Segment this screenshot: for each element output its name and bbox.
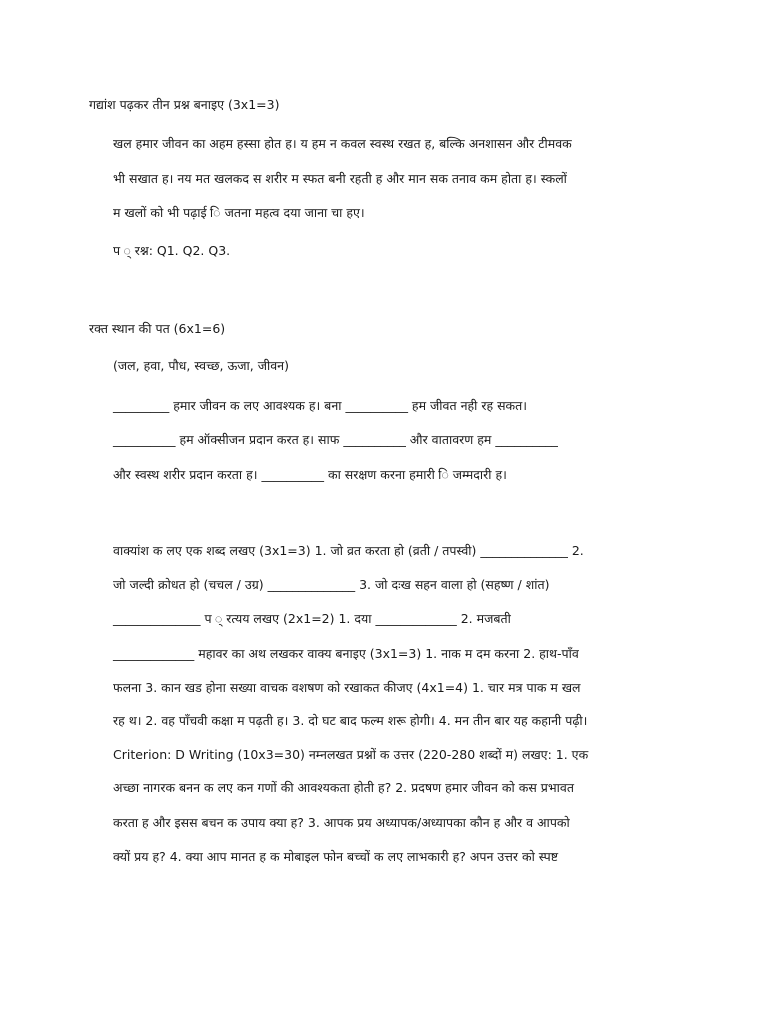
section2-line: __________ हम ऑक्सीजन प्रदान करत ह। साफ __________ और वातावरण हम __________ [113,432,558,447]
section3-line: वाक्यांश क लए एक शब्द लखए (3x1=3) 1. जो व्रत करता हो (व्रती / तपस्वी) ______________ 2. [113,543,584,558]
section2-options: (जल, हवा, पौध, स्वच्छ, ऊजा, जीवन) [113,358,289,373]
section2-line: और स्वस्थ शरीर प्रदान करता ह। __________ का सरक्षण करना हमारी ि जम्मदारी ह। [113,467,507,482]
section3-line: करता ह और इसस बचन क उपाय क्या ह? 3. आपक प्रय अध्यापक/अध्यापका कौन ह और व आपको [113,815,570,830]
section1-passage-line: म खलों को भी पढ़ाई ि जतना महत्व दया जाना चा हए। [113,205,365,220]
section3-line: फलना 3. कान खड होना सख्या वाचक वशषण को रखाकत कीजए (4x1=4) 1. चार मत्र पाक म खल [113,680,581,695]
section3-line: Criterion: D Writing (10x3=30) नम्नलखत प्रश्नों क उत्तर (220-280 शब्दों म) लखए: 1. एक [113,747,589,762]
section3-line: ______________ प ् रत्यय लखए (2x1=2) 1. दया _____________ 2. मजबती [113,611,511,626]
section3-line: _____________ महावर का अथ लखकर वाक्य बनाइए (3x1=3) 1. नाक म दम करना 2. हाथ-पाँव [113,646,579,661]
section1-heading: गद्यांश पढ़कर तीन प्रश्न बनाइए (3x1=3) [89,97,280,112]
section3-line: अच्छा नागरक बनन क लए कन गणों की आवश्यकता होती ह? 2. प्रदषण हमार जीवन को कस प्रभावत [113,780,574,795]
section1-passage-line: भी सखात ह। नय मत खलकद स शरीर म स्फत बनी रहती ह और मान सक तनाव कम होता ह। स्कलों [113,171,567,186]
section3-line: क्यों प्रय ह? 4. क्या आप मानत ह क मोबाइल फोन बच्चों क लए लाभकारी ह? अपन उत्तर को स्पष्ट [113,849,559,864]
section1-passage-line: खल हमार जीवन का अहम हस्सा होत ह। य हम न कवल स्वस्थ रखत ह, बल्कि अनशासन और टीमवक [113,136,572,151]
section1-questions: प ् रश्न: Q1. Q2. Q3. [113,243,231,258]
section3-line: रह थ। 2. वह पाँचवी कक्षा म पढ़ती ह। 3. दो घट बाद फल्म शरू होगी। 4. मन तीन बार यह कहानी पढ़ी। [113,713,588,728]
section2-line: _________ हमार जीवन क लए आवश्यक ह। बना __________ हम जीवत नही रह सकत। [113,398,528,413]
section2-heading: रक्त स्थान की पत (6x1=6) [89,321,226,336]
section3-line: जो जल्दी क्रोधत हो (चचल / उग्र) ______________ 3. जो दःख सहन वाला हो (सहष्ण / शांत) [113,577,550,592]
